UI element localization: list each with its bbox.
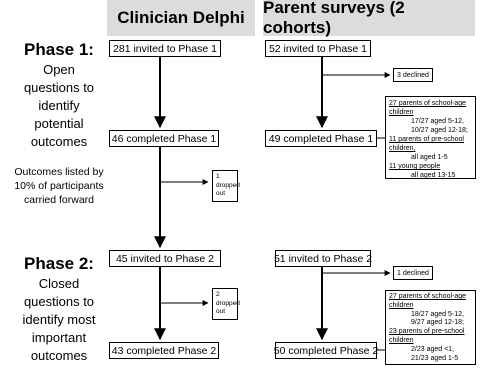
breakdown2-line: 18/27 aged 5-12, — [411, 310, 464, 318]
parents-declined2-box: 1 declined — [393, 266, 433, 280]
phase2-desc-line: identify most — [22, 312, 96, 327]
clinician-dropout1-box — [212, 170, 238, 202]
phase2-desc-line: Closed — [38, 276, 80, 291]
breakdown1-line: children, — [389, 145, 416, 152]
note-line: carried forward — [23, 194, 95, 206]
breakdown2-line: 27 parents of school-age — [389, 293, 467, 300]
clinician-p1-invited-box: 281 invited to Phase 1 — [109, 40, 221, 57]
breakdown2-line: 23 parents of pre-school — [389, 328, 465, 336]
clinician-p2-invited-box: 45 invited to Phase 2 — [109, 250, 221, 267]
phase1-desc-line: potential — [34, 116, 84, 131]
phase2-description — [0, 275, 118, 365]
parents-breakdown2-box — [385, 290, 476, 365]
phase1-desc-line: identify — [38, 98, 80, 113]
parent-surveys-header: Parent surveys (2 cohorts) — [263, 0, 475, 36]
phase1-title: Phase 1: — [24, 40, 94, 59]
note-line: 10% of participants — [14, 180, 104, 192]
clinician-delphi-header: Clinician Delphi — [107, 0, 255, 36]
phase1-description — [0, 61, 118, 151]
parents-p1-invited-box: 52 invited to Phase 1 — [265, 40, 371, 57]
parents-breakdown1-box — [385, 96, 476, 179]
carry-forward-note — [0, 165, 118, 207]
breakdown1-line: 11 young people — [389, 163, 441, 170]
dropout-line: out — [216, 190, 226, 197]
dropout-line: dropped — [216, 181, 240, 189]
breakdown2-line: 9/27 aged 12-18; — [411, 319, 464, 327]
breakdown2-line: children — [389, 301, 414, 309]
phase2-title: Phase 2: — [24, 254, 94, 273]
clinician-dropout2-box — [212, 288, 238, 320]
breakdown1-line: 10/27 aged 12-18; — [411, 127, 468, 134]
clinician-p1-completed-box: 46 completed Phase 1 — [109, 130, 219, 147]
phase2-desc-line: outcomes — [30, 348, 88, 363]
parents-declined1-box: 3 declined — [393, 68, 433, 82]
phase1-desc-line: Open — [43, 62, 75, 77]
breakdown1-line: 27 parents of school-age — [389, 100, 467, 107]
breakdown2-line: 21/23 aged 1-5 — [411, 354, 459, 362]
breakdown1-line: all aged 13-15 — [411, 172, 456, 179]
clinician-p2-completed-box: 43 completed Phase 2 — [109, 342, 219, 359]
dropout-line: 1 — [216, 173, 220, 180]
breakdown1-line: 11 parents of pre-school — [389, 136, 464, 143]
breakdown1-line: all aged 1-5 — [411, 154, 448, 161]
breakdown2-line: children — [389, 336, 414, 344]
phase2-desc-line: important — [31, 330, 87, 345]
note-line: Outcomes listed by — [14, 166, 104, 178]
parents-p1-completed-box: 49 completed Phase 1 — [265, 130, 377, 147]
breakdown2-line: 2/23 aged <1, — [411, 345, 455, 353]
dropout-line: dropped — [216, 299, 240, 307]
breakdown1-line: 17/27 aged 5-12, — [411, 118, 464, 125]
phase2-desc-line: questions to — [23, 294, 95, 309]
breakdown1-line: children — [389, 109, 414, 116]
phase1-desc-line: questions to — [23, 80, 95, 95]
dropout-line: 2 — [216, 291, 220, 298]
dropout-line: out — [216, 308, 226, 315]
parents-p2-invited-box: 51 invited to Phase 2 — [275, 250, 371, 267]
parents-p2-completed-box: 50 completed Phase 2 — [275, 342, 377, 359]
phase1-desc-line: outcomes — [30, 134, 88, 149]
